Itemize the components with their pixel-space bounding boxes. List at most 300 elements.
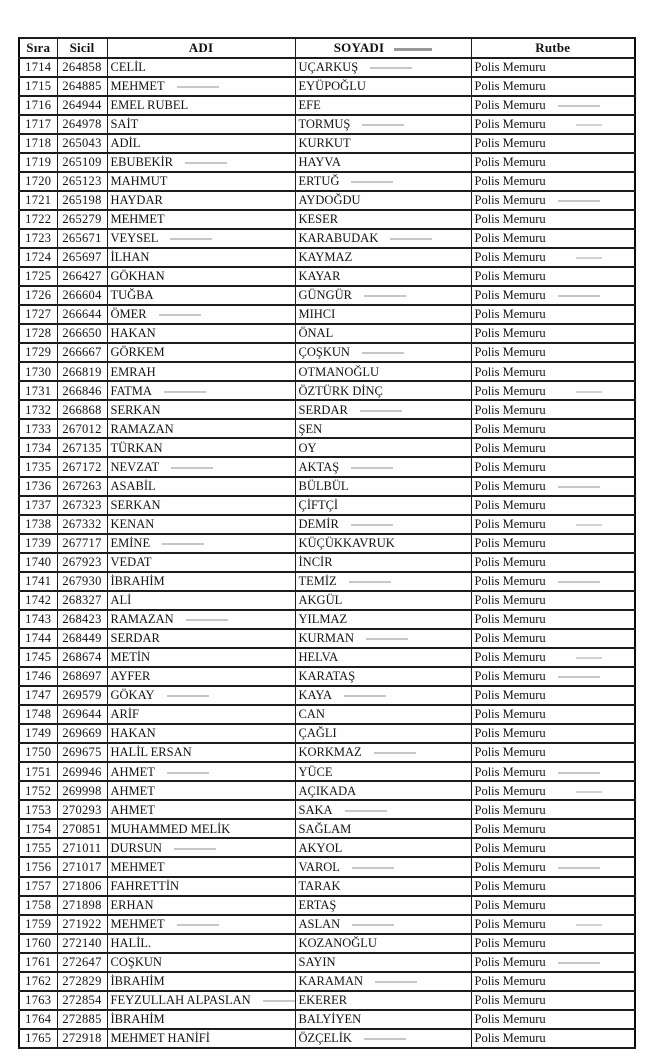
cell-sira: 1743 — [19, 610, 57, 629]
cell-sicil: 268423 — [57, 610, 107, 629]
cell-soyadi: AKTAŞ — [295, 457, 471, 476]
cell-sicil: 264858 — [57, 58, 107, 77]
table-row — [19, 838, 635, 857]
cell-rutbe: Polis Memuru — [471, 629, 635, 648]
cell-sira: 1734 — [19, 438, 57, 457]
table-row — [19, 1029, 635, 1048]
cell-adi: İBRAHİM — [107, 972, 295, 991]
cell-sira: 1751 — [19, 762, 57, 781]
cell-soyadi: KAYA — [295, 686, 471, 705]
cell-sicil: 271806 — [57, 877, 107, 896]
cell-rutbe: Polis Memuru — [471, 305, 635, 324]
cell-sicil: 264944 — [57, 96, 107, 115]
cell-rutbe: Polis Memuru — [471, 934, 635, 953]
table-row — [19, 77, 635, 96]
table-row — [19, 534, 635, 553]
table-row — [19, 705, 635, 724]
cell-rutbe: Polis Memuru — [471, 838, 635, 857]
table-row — [19, 1010, 635, 1029]
cell-rutbe: Polis Memuru — [471, 915, 635, 934]
cell-sira: 1728 — [19, 324, 57, 343]
table-row — [19, 991, 635, 1010]
cell-rutbe: Polis Memuru — [471, 877, 635, 896]
cell-sicil: 271898 — [57, 896, 107, 915]
cell-soyadi: AKGÜL — [295, 591, 471, 610]
cell-adi: EBUBEKİR — [107, 153, 295, 172]
cell-soyadi: SAKA — [295, 800, 471, 819]
cell-rutbe: Polis Memuru — [471, 477, 635, 496]
cell-adi: MUHAMMED MELİK — [107, 819, 295, 838]
cell-sicil: 267323 — [57, 496, 107, 515]
cell-soyadi: ŞEN — [295, 419, 471, 438]
cell-adi: NEVZAT — [107, 457, 295, 476]
cell-soyadi: SAĞLAM — [295, 819, 471, 838]
cell-adi: ÖMER — [107, 305, 295, 324]
cell-soyadi: MIHCI — [295, 305, 471, 324]
cell-sicil: 265198 — [57, 191, 107, 210]
cell-soyadi: AYDOĞDU — [295, 191, 471, 210]
cell-sicil: 270851 — [57, 819, 107, 838]
cell-soyadi: SAYIN — [295, 953, 471, 972]
cell-rutbe: Polis Memuru — [471, 457, 635, 476]
cell-rutbe: Polis Memuru — [471, 762, 635, 781]
cell-sicil: 268697 — [57, 667, 107, 686]
cell-sicil: 267930 — [57, 572, 107, 591]
cell-sira: 1758 — [19, 896, 57, 915]
cell-sicil: 268327 — [57, 591, 107, 610]
cell-sicil: 264885 — [57, 77, 107, 96]
cell-sira: 1717 — [19, 115, 57, 134]
cell-sira: 1719 — [19, 153, 57, 172]
cell-sicil: 267923 — [57, 553, 107, 572]
table-row — [19, 915, 635, 934]
cell-adi: ASABİL — [107, 477, 295, 496]
cell-sicil: 272885 — [57, 1010, 107, 1029]
cell-adi: GÖKHAN — [107, 267, 295, 286]
cell-rutbe: Polis Memuru — [471, 153, 635, 172]
cell-rutbe: Polis Memuru — [471, 381, 635, 400]
table-row — [19, 934, 635, 953]
cell-sicil: 266819 — [57, 362, 107, 381]
cell-soyadi: SERDAR — [295, 400, 471, 419]
table-row — [19, 819, 635, 838]
cell-sicil: 267012 — [57, 419, 107, 438]
table-row — [19, 477, 635, 496]
cell-sicil: 269998 — [57, 781, 107, 800]
table-row — [19, 115, 635, 134]
cell-sicil: 269946 — [57, 762, 107, 781]
table-row — [19, 191, 635, 210]
cell-sira: 1742 — [19, 591, 57, 610]
cell-soyadi: KARABUDAK — [295, 229, 471, 248]
cell-sira: 1735 — [19, 457, 57, 476]
cell-soyadi: HELVA — [295, 648, 471, 667]
cell-adi: GÖKAY — [107, 686, 295, 705]
cell-rutbe: Polis Memuru — [471, 115, 635, 134]
cell-adi: EMRAH — [107, 362, 295, 381]
table-row — [19, 496, 635, 515]
cell-soyadi: İNCİR — [295, 553, 471, 572]
cell-sicil: 267717 — [57, 534, 107, 553]
cell-adi: HALİL. — [107, 934, 295, 953]
table-row — [19, 58, 635, 77]
cell-sicil: 269579 — [57, 686, 107, 705]
table-row — [19, 400, 635, 419]
cell-adi: MAHMUT — [107, 172, 295, 191]
cell-sicil: 267172 — [57, 457, 107, 476]
table-body — [19, 58, 635, 1048]
table-row — [19, 648, 635, 667]
cell-rutbe: Polis Memuru — [471, 324, 635, 343]
cell-sira: 1732 — [19, 400, 57, 419]
table-row — [19, 362, 635, 381]
cell-sira: 1725 — [19, 267, 57, 286]
cell-soyadi: KAYMAZ — [295, 248, 471, 267]
cell-sicil: 266644 — [57, 305, 107, 324]
cell-soyadi: ASLAN — [295, 915, 471, 934]
cell-rutbe: Polis Memuru — [471, 496, 635, 515]
cell-rutbe: Polis Memuru — [471, 743, 635, 762]
table-row — [19, 229, 635, 248]
table-row — [19, 134, 635, 153]
cell-sicil: 268674 — [57, 648, 107, 667]
cell-rutbe: Polis Memuru — [471, 343, 635, 362]
cell-adi: MEHMET — [107, 915, 295, 934]
table-row — [19, 610, 635, 629]
table-row — [19, 572, 635, 591]
cell-rutbe: Polis Memuru — [471, 248, 635, 267]
cell-sira: 1754 — [19, 819, 57, 838]
table-row — [19, 972, 635, 991]
cell-soyadi: ÇOŞKUN — [295, 343, 471, 362]
header-row — [19, 38, 635, 58]
cell-sicil: 265109 — [57, 153, 107, 172]
cell-adi: FAHRETTİN — [107, 877, 295, 896]
cell-sicil: 265279 — [57, 210, 107, 229]
cell-adi: FATMA — [107, 381, 295, 400]
cell-rutbe: Polis Memuru — [471, 191, 635, 210]
cell-adi: MEHMET — [107, 857, 295, 876]
cell-rutbe: Polis Memuru — [471, 781, 635, 800]
table-row — [19, 877, 635, 896]
cell-adi: ADİL — [107, 134, 295, 153]
cell-adi: İBRAHİM — [107, 572, 295, 591]
cell-rutbe: Polis Memuru — [471, 553, 635, 572]
cell-soyadi: HAYVA — [295, 153, 471, 172]
cell-soyadi: GÜNGÜR — [295, 286, 471, 305]
cell-rutbe: Polis Memuru — [471, 515, 635, 534]
cell-rutbe: Polis Memuru — [471, 1029, 635, 1048]
cell-adi: TÜRKAN — [107, 438, 295, 457]
table-row — [19, 553, 635, 572]
cell-sira: 1731 — [19, 381, 57, 400]
cell-adi: SERKAN — [107, 400, 295, 419]
column-header-soyadi: SOYADI — [295, 38, 471, 58]
table-row — [19, 629, 635, 648]
cell-rutbe: Polis Memuru — [471, 572, 635, 591]
cell-adi: CELİL — [107, 58, 295, 77]
cell-sicil: 265123 — [57, 172, 107, 191]
cell-soyadi: BALYİYEN — [295, 1010, 471, 1029]
cell-adi: HALİL ERSAN — [107, 743, 295, 762]
cell-adi: HAKAN — [107, 724, 295, 743]
table-row — [19, 667, 635, 686]
cell-adi: FEYZULLAH ALPASLAN — [107, 991, 295, 1010]
cell-soyadi: KARATAŞ — [295, 667, 471, 686]
cell-adi: ALİ — [107, 591, 295, 610]
cell-soyadi: ERTUĞ — [295, 172, 471, 191]
table-row — [19, 953, 635, 972]
cell-sicil: 272854 — [57, 991, 107, 1010]
cell-rutbe: Polis Memuru — [471, 648, 635, 667]
cell-rutbe: Polis Memuru — [471, 77, 635, 96]
cell-sira: 1756 — [19, 857, 57, 876]
cell-sira: 1764 — [19, 1010, 57, 1029]
personnel-table — [18, 37, 636, 1049]
cell-sira: 1718 — [19, 134, 57, 153]
cell-sira: 1736 — [19, 477, 57, 496]
cell-rutbe: Polis Memuru — [471, 991, 635, 1010]
table-row — [19, 286, 635, 305]
cell-sicil: 272647 — [57, 953, 107, 972]
cell-soyadi: KORKMAZ — [295, 743, 471, 762]
cell-sira: 1757 — [19, 877, 57, 896]
cell-sira: 1761 — [19, 953, 57, 972]
cell-sira: 1762 — [19, 972, 57, 991]
cell-soyadi: ÖZTÜRK DİNÇ — [295, 381, 471, 400]
cell-adi: ERHAN — [107, 896, 295, 915]
table-row — [19, 267, 635, 286]
cell-sira: 1724 — [19, 248, 57, 267]
cell-sira: 1727 — [19, 305, 57, 324]
cell-rutbe: Polis Memuru — [471, 1010, 635, 1029]
cell-adi: AHMET — [107, 800, 295, 819]
table-row — [19, 724, 635, 743]
cell-rutbe: Polis Memuru — [471, 438, 635, 457]
column-header-adi: ADI — [107, 38, 295, 58]
cell-soyadi: KARAMAN — [295, 972, 471, 991]
cell-sicil: 271922 — [57, 915, 107, 934]
cell-sicil: 267263 — [57, 477, 107, 496]
cell-rutbe: Polis Memuru — [471, 362, 635, 381]
cell-rutbe: Polis Memuru — [471, 134, 635, 153]
cell-sicil: 272140 — [57, 934, 107, 953]
cell-sicil: 264978 — [57, 115, 107, 134]
cell-soyadi: AÇIKADA — [295, 781, 471, 800]
cell-soyadi: YÜCE — [295, 762, 471, 781]
cell-adi: MEHMET HANİFİ — [107, 1029, 295, 1048]
cell-soyadi: EFE — [295, 96, 471, 115]
cell-rutbe: Polis Memuru — [471, 419, 635, 438]
table-row — [19, 343, 635, 362]
cell-sicil: 266650 — [57, 324, 107, 343]
cell-sicil: 265697 — [57, 248, 107, 267]
cell-sira: 1714 — [19, 58, 57, 77]
cell-soyadi: KESER — [295, 210, 471, 229]
cell-rutbe: Polis Memuru — [471, 972, 635, 991]
cell-sicil: 266846 — [57, 381, 107, 400]
cell-sira: 1753 — [19, 800, 57, 819]
cell-sicil: 267135 — [57, 438, 107, 457]
cell-rutbe: Polis Memuru — [471, 819, 635, 838]
cell-soyadi: ÇİFTÇİ — [295, 496, 471, 515]
cell-rutbe: Polis Memuru — [471, 58, 635, 77]
table-row — [19, 515, 635, 534]
cell-sira: 1744 — [19, 629, 57, 648]
cell-rutbe: Polis Memuru — [471, 667, 635, 686]
cell-sira: 1748 — [19, 705, 57, 724]
table-row — [19, 248, 635, 267]
cell-sira: 1755 — [19, 838, 57, 857]
cell-rutbe: Polis Memuru — [471, 96, 635, 115]
table-row — [19, 419, 635, 438]
cell-adi: AHMET — [107, 781, 295, 800]
table-row — [19, 762, 635, 781]
cell-soyadi: TARAK — [295, 877, 471, 896]
cell-sicil: 266604 — [57, 286, 107, 305]
table-row — [19, 96, 635, 115]
cell-sira: 1723 — [19, 229, 57, 248]
table-row — [19, 210, 635, 229]
cell-soyadi: ÖNAL — [295, 324, 471, 343]
cell-soyadi: ÖZÇELİK — [295, 1029, 471, 1048]
cell-soyadi: UÇARKUŞ — [295, 58, 471, 77]
cell-sira: 1759 — [19, 915, 57, 934]
cell-adi: AYFER — [107, 667, 295, 686]
cell-rutbe: Polis Memuru — [471, 953, 635, 972]
cell-soyadi: KAYAR — [295, 267, 471, 286]
cell-sira: 1741 — [19, 572, 57, 591]
cell-soyadi: BÜLBÜL — [295, 477, 471, 496]
cell-soyadi: EYÜPOĞLU — [295, 77, 471, 96]
cell-sira: 1760 — [19, 934, 57, 953]
cell-soyadi: TEMİZ — [295, 572, 471, 591]
cell-sira: 1763 — [19, 991, 57, 1010]
cell-sicil: 267332 — [57, 515, 107, 534]
cell-adi: MEHMET — [107, 77, 295, 96]
table-row — [19, 591, 635, 610]
cell-rutbe: Polis Memuru — [471, 724, 635, 743]
cell-soyadi: KURKUT — [295, 134, 471, 153]
cell-rutbe: Polis Memuru — [471, 210, 635, 229]
cell-sira: 1722 — [19, 210, 57, 229]
cell-adi: İBRAHİM — [107, 1010, 295, 1029]
table-row — [19, 686, 635, 705]
table-row — [19, 172, 635, 191]
cell-rutbe: Polis Memuru — [471, 800, 635, 819]
cell-sira: 1733 — [19, 419, 57, 438]
table-row — [19, 743, 635, 762]
cell-sira: 1749 — [19, 724, 57, 743]
cell-sicil: 271017 — [57, 857, 107, 876]
cell-soyadi: TORMUŞ — [295, 115, 471, 134]
cell-sira: 1740 — [19, 553, 57, 572]
cell-sicil: 270293 — [57, 800, 107, 819]
cell-sira: 1765 — [19, 1029, 57, 1048]
cell-adi: TUĞBA — [107, 286, 295, 305]
cell-sicil: 269669 — [57, 724, 107, 743]
table-header — [19, 38, 635, 58]
cell-sicil: 269644 — [57, 705, 107, 724]
table-row — [19, 896, 635, 915]
cell-adi: VEDAT — [107, 553, 295, 572]
cell-soyadi: DEMİR — [295, 515, 471, 534]
cell-adi: SERDAR — [107, 629, 295, 648]
cell-adi: EMEL RUBEL — [107, 96, 295, 115]
cell-rutbe: Polis Memuru — [471, 705, 635, 724]
table-row — [19, 324, 635, 343]
table-row — [19, 800, 635, 819]
cell-adi: RAMAZAN — [107, 610, 295, 629]
cell-soyadi: VAROL — [295, 857, 471, 876]
cell-sira: 1745 — [19, 648, 57, 667]
cell-sicil: 268449 — [57, 629, 107, 648]
cell-adi: HAYDAR — [107, 191, 295, 210]
cell-sicil: 269675 — [57, 743, 107, 762]
cell-rutbe: Polis Memuru — [471, 172, 635, 191]
cell-sira: 1737 — [19, 496, 57, 515]
cell-sicil: 272829 — [57, 972, 107, 991]
cell-sicil: 271011 — [57, 838, 107, 857]
cell-soyadi: OTMANOĞLU — [295, 362, 471, 381]
cell-soyadi: OY — [295, 438, 471, 457]
cell-sira: 1738 — [19, 515, 57, 534]
cell-rutbe: Polis Memuru — [471, 229, 635, 248]
cell-adi: DURSUN — [107, 838, 295, 857]
cell-adi: GÖRKEM — [107, 343, 295, 362]
cell-soyadi: YILMAZ — [295, 610, 471, 629]
cell-soyadi: EKERER — [295, 991, 471, 1010]
cell-adi: RAMAZAN — [107, 419, 295, 438]
cell-sicil: 266868 — [57, 400, 107, 419]
cell-sicil: 272918 — [57, 1029, 107, 1048]
cell-sira: 1726 — [19, 286, 57, 305]
cell-adi: METİN — [107, 648, 295, 667]
cell-sicil: 265671 — [57, 229, 107, 248]
cell-adi: ARİF — [107, 705, 295, 724]
cell-adi: İLHAN — [107, 248, 295, 267]
cell-adi: AHMET — [107, 762, 295, 781]
table-row — [19, 457, 635, 476]
cell-adi: SAİT — [107, 115, 295, 134]
cell-rutbe: Polis Memuru — [471, 686, 635, 705]
table-row — [19, 781, 635, 800]
cell-soyadi: KOZANOĞLU — [295, 934, 471, 953]
cell-sira: 1750 — [19, 743, 57, 762]
cell-rutbe: Polis Memuru — [471, 534, 635, 553]
cell-sira: 1739 — [19, 534, 57, 553]
cell-soyadi: KURMAN — [295, 629, 471, 648]
cell-adi: KENAN — [107, 515, 295, 534]
cell-soyadi: ERTAŞ — [295, 896, 471, 915]
cell-adi: MEHMET — [107, 210, 295, 229]
cell-adi: COŞKUN — [107, 953, 295, 972]
table-row — [19, 153, 635, 172]
cell-rutbe: Polis Memuru — [471, 857, 635, 876]
table-row — [19, 381, 635, 400]
cell-rutbe: Polis Memuru — [471, 610, 635, 629]
cell-rutbe: Polis Memuru — [471, 591, 635, 610]
table-row — [19, 305, 635, 324]
cell-sira: 1730 — [19, 362, 57, 381]
cell-sira: 1716 — [19, 96, 57, 115]
cell-sira: 1729 — [19, 343, 57, 362]
column-header-rutbe: Rutbe — [471, 38, 635, 58]
cell-soyadi: ÇAĞLI — [295, 724, 471, 743]
cell-sira: 1720 — [19, 172, 57, 191]
cell-rutbe: Polis Memuru — [471, 400, 635, 419]
cell-rutbe: Polis Memuru — [471, 267, 635, 286]
